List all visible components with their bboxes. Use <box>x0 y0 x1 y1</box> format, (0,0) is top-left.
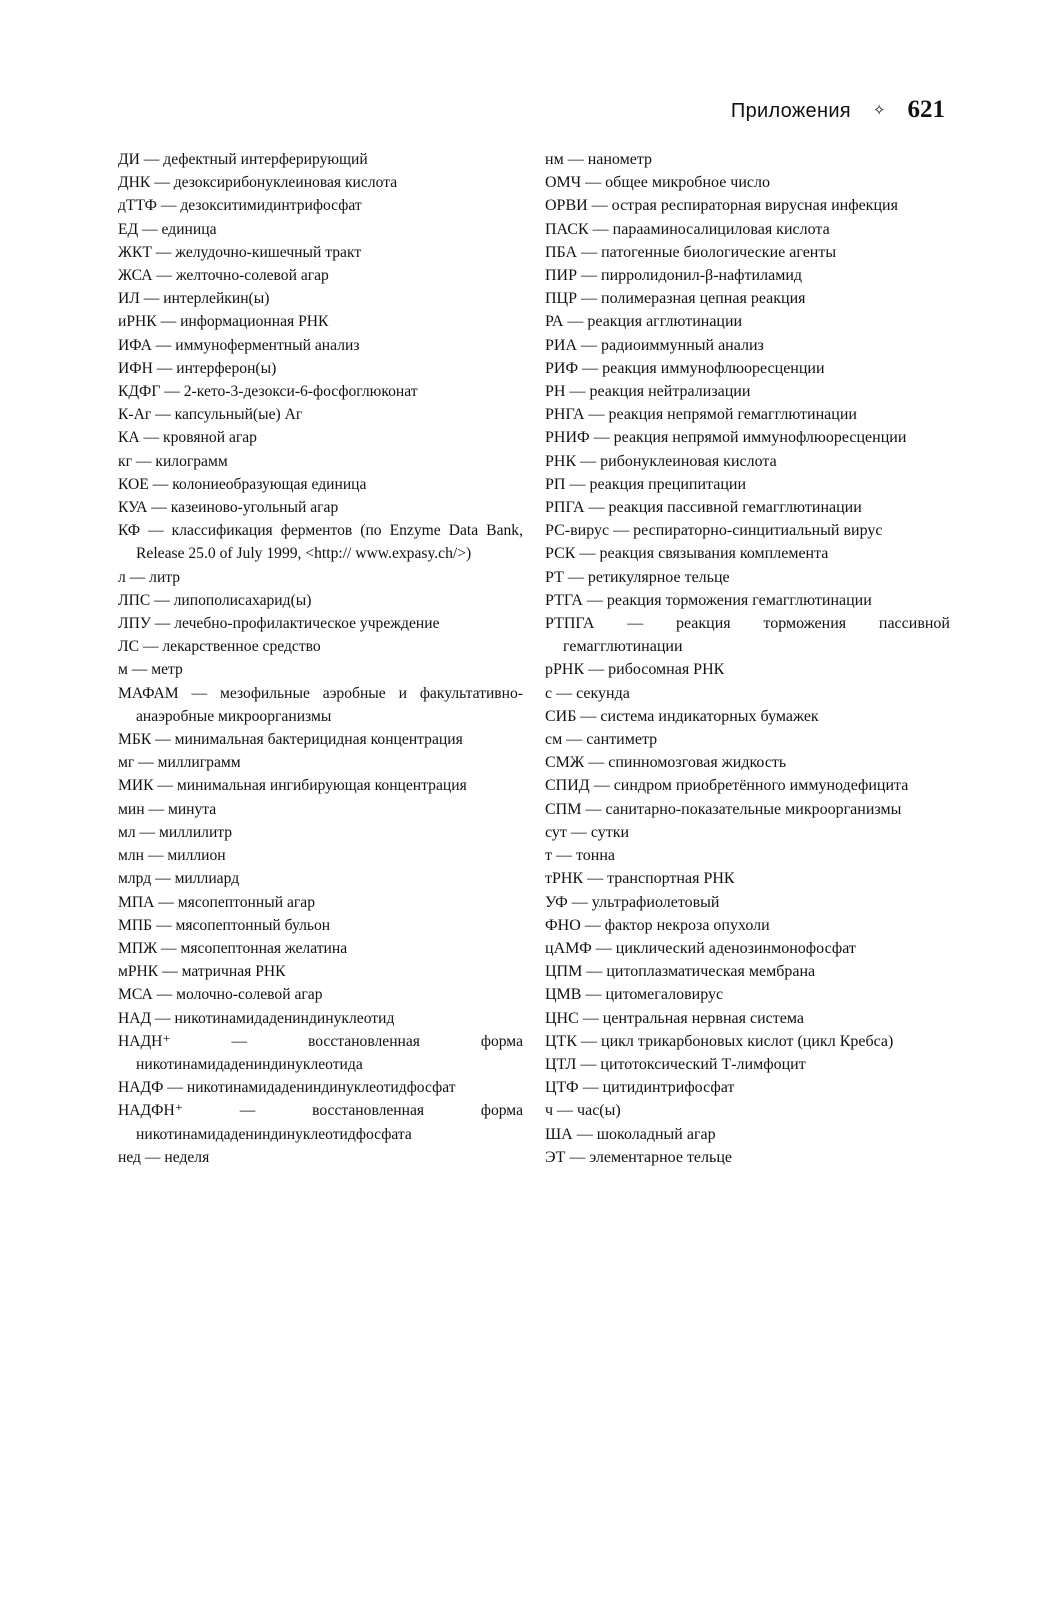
abbreviation-entry: УФ — ультрафиолетовый <box>545 893 720 911</box>
abbreviation-entry: ЭТ — элементарное тельце <box>545 1148 732 1166</box>
abbreviation-entry: МСА — молочно-солевой агар <box>118 986 323 1004</box>
abbreviation-entry: ДИ — дефектный интерферирующий <box>118 151 368 168</box>
abbreviation-entry: СИБ — система индикаторных бумажек <box>545 707 819 725</box>
abbreviation-entry: ЦТК — цикл трикарбоновых кислот (цикл Кребса) <box>545 1032 894 1050</box>
abbreviation-entry: ч — час(ы) <box>545 1102 621 1120</box>
abbreviation-entry: нм — нанометр <box>545 151 653 168</box>
abbreviation-entry: РНК — рибонуклеиновая кислота <box>545 452 777 470</box>
abbreviation-entry: НАД — никотинамидадениндинуклеотид <box>118 1009 395 1027</box>
abbreviation-entry: РА — реакция агглютинации <box>545 313 743 331</box>
abbreviation-entry: дТТФ — дезокситимидинтрифосфат <box>118 197 362 215</box>
abbreviation-entry: РТ — ретикулярное тельце <box>545 568 730 586</box>
abbreviation-entry: т — тонна <box>545 847 615 865</box>
abbreviation-entry: РН — реакция нейтрализации <box>545 383 751 401</box>
abbreviation-entry: м — метр <box>118 661 183 679</box>
abbreviation-entry: МПА — мясопептонный агар <box>118 893 316 911</box>
abbreviation-entry: МБК — минимальная бактерицидная концентрация <box>118 731 463 749</box>
left-column <box>118 148 523 1169</box>
abbreviation-entry: РСК — реакция связывания комплемента <box>545 545 829 563</box>
abbreviation-entry: КОЕ — колониеобразующая единица <box>118 475 367 493</box>
abbreviation-entry: СПИД — синдром приобретённого иммунодефицита <box>545 777 909 795</box>
abbreviation-entry: КДФГ — 2-кето-3-дезокси-6-фосфоглюконат <box>118 383 418 401</box>
abbreviation-entry: РИА — радиоиммунный анализ <box>545 336 764 354</box>
abbreviation-entry: ПИР — пирролидонил-β-нафтиламид <box>545 267 803 285</box>
abbreviation-entry: РТГА — реакция торможения гемагглютинации <box>545 591 872 609</box>
abbreviation-entry: ЛПУ — лечебно-профилактическое учреждение <box>118 615 440 633</box>
right-column <box>545 148 950 1169</box>
abbreviation-entry: МПБ — мясопептонный бульон <box>118 916 331 934</box>
abbreviation-entry: ЖКТ — желудочно-кишечный тракт <box>118 243 362 261</box>
abbreviation-entry: тРНК — транспортная РНК <box>545 870 735 888</box>
abbreviation-entry: РНГА — реакция непрямой гемагглютинации <box>545 406 857 424</box>
abbreviation-entry: РТПГА — реакция торможения пассивной гемагглютинации <box>545 615 950 656</box>
abbreviation-entry: ЖСА — желточно-солевой агар <box>118 267 329 285</box>
abbreviation-entry: см — сантиметр <box>545 731 658 749</box>
abbreviation-entry: ЦТЛ — цитотоксический Т-лимфоцит <box>545 1055 806 1073</box>
abbreviation-entry: ЦНС — центральная нервная система <box>545 1009 804 1027</box>
abbreviation-entry: КУА — казеиново-угольный агар <box>118 499 339 517</box>
abbreviation-entry: ДНК — дезоксирибонуклеиновая кислота <box>118 174 398 192</box>
abbreviation-entry: ПАСК — парааминосалициловая кислота <box>545 220 830 238</box>
abbreviation-entry: МПЖ — мясопептонная желатина <box>118 939 348 957</box>
abbreviation-entry: РП — реакция преципитации <box>545 475 746 493</box>
abbreviation-entry: ЛС — лекарственное средство <box>118 638 321 656</box>
abbreviation-entry: ЛПС — липополисахарид(ы) <box>118 591 312 609</box>
abbreviation-entry: л — литр <box>118 568 181 586</box>
abbreviation-entry: млрд — миллиард <box>118 870 240 888</box>
abbreviation-entry: НАДН⁺ — восстановленная форма никотинамидадениндинуклеотида <box>118 1032 523 1073</box>
abbreviation-entry: мл — миллилитр <box>118 823 233 841</box>
abbreviation-entry: нед — неделя <box>118 1148 210 1166</box>
abbreviation-entry: кг — килограмм <box>118 452 228 470</box>
abbreviation-entry: КФ — классификация ферментов (по Enzyme Data Bank, Release 25.0 of July 1999, <http:// www.expasy.ch/>) <box>118 522 523 563</box>
abbreviation-entry: рРНК — рибосомная РНК <box>545 661 725 679</box>
abbreviation-entry: РС-вирус — респираторно-синцитиальный вирус <box>545 522 883 540</box>
abbreviation-entry: МАФАМ — мезофильные аэробные и факультативно-анаэробные микроорганизмы <box>118 684 523 725</box>
abbreviation-entry: ФНО — фактор некроза опухоли <box>545 916 770 934</box>
running-header <box>731 96 945 124</box>
abbreviation-entry: ЦТФ — цитидинтрифосфат <box>545 1079 735 1097</box>
abbreviation-entry: мРНК — матричная РНК <box>118 963 286 981</box>
abbreviation-entry: КА — кровяной агар <box>118 429 257 447</box>
abbreviation-entry: СПМ — санитарно-показательные микроорганизмы <box>545 800 902 818</box>
abbreviation-entry: ЕД — единица <box>118 220 217 238</box>
abbreviation-list <box>118 148 950 1169</box>
abbreviation-entry: НАДФН⁺ — восстановленная форма никотинамидадениндинуклеотидфосфата <box>118 1102 523 1143</box>
abbreviation-entry: ЦПМ — цитоплазматическая мембрана <box>545 963 816 981</box>
abbreviation-entry: ША — шоколадный агар <box>545 1125 716 1143</box>
abbreviation-entry: с — секунда <box>545 684 630 702</box>
abbreviation-entry: РПГА — реакция пассивной гемагглютинации <box>545 499 862 517</box>
abbreviation-entry: ЦМВ — цитомегаловирус <box>545 986 724 1004</box>
abbreviation-entry: НАДФ — никотинамидадениндинуклеотидфосфат <box>118 1079 456 1097</box>
abbreviation-entry: ИФА — иммуноферментный анализ <box>118 336 360 354</box>
abbreviation-entry: сут — сутки <box>545 823 630 841</box>
abbreviation-entry: ОРВИ — острая респираторная вирусная инфекция <box>545 197 898 215</box>
abbreviation-entry: ПЦР — полимеразная цепная реакция <box>545 290 806 308</box>
abbreviation-entry: мин — минута <box>118 800 217 818</box>
abbreviation-entry: цАМФ — циклический аденозинмонофосфат <box>545 939 856 957</box>
diamond-ornament-icon: ✧ <box>872 101 886 119</box>
section-title: Приложения <box>730 100 851 122</box>
abbreviation-entry: РНИФ — реакция непрямой иммунофлюоресценции <box>545 429 907 447</box>
abbreviation-entry: ПБА — патогенные биологические агенты <box>545 243 837 261</box>
abbreviation-entry: мг — миллиграмм <box>118 754 241 772</box>
abbreviation-entry: К-Аг — капсульный(ые) Аг <box>118 406 303 424</box>
abbreviation-entry: ИЛ — интерлейкин(ы) <box>118 290 270 308</box>
abbreviation-entry: млн — миллион <box>118 847 226 865</box>
page-number: 621 <box>907 96 945 123</box>
abbreviation-entry: РИФ — реакция иммунофлюоресценции <box>545 359 825 377</box>
abbreviation-entry: ОМЧ — общее микробное число <box>545 174 770 192</box>
abbreviation-entry: МИК — минимальная ингибирующая концентрация <box>118 777 467 795</box>
abbreviation-entry: иРНК — информационная РНК <box>118 313 329 331</box>
abbreviation-entry: СМЖ — спинномозговая жидкость <box>545 754 787 772</box>
abbreviation-entry: ИФН — интерферон(ы) <box>118 359 277 377</box>
